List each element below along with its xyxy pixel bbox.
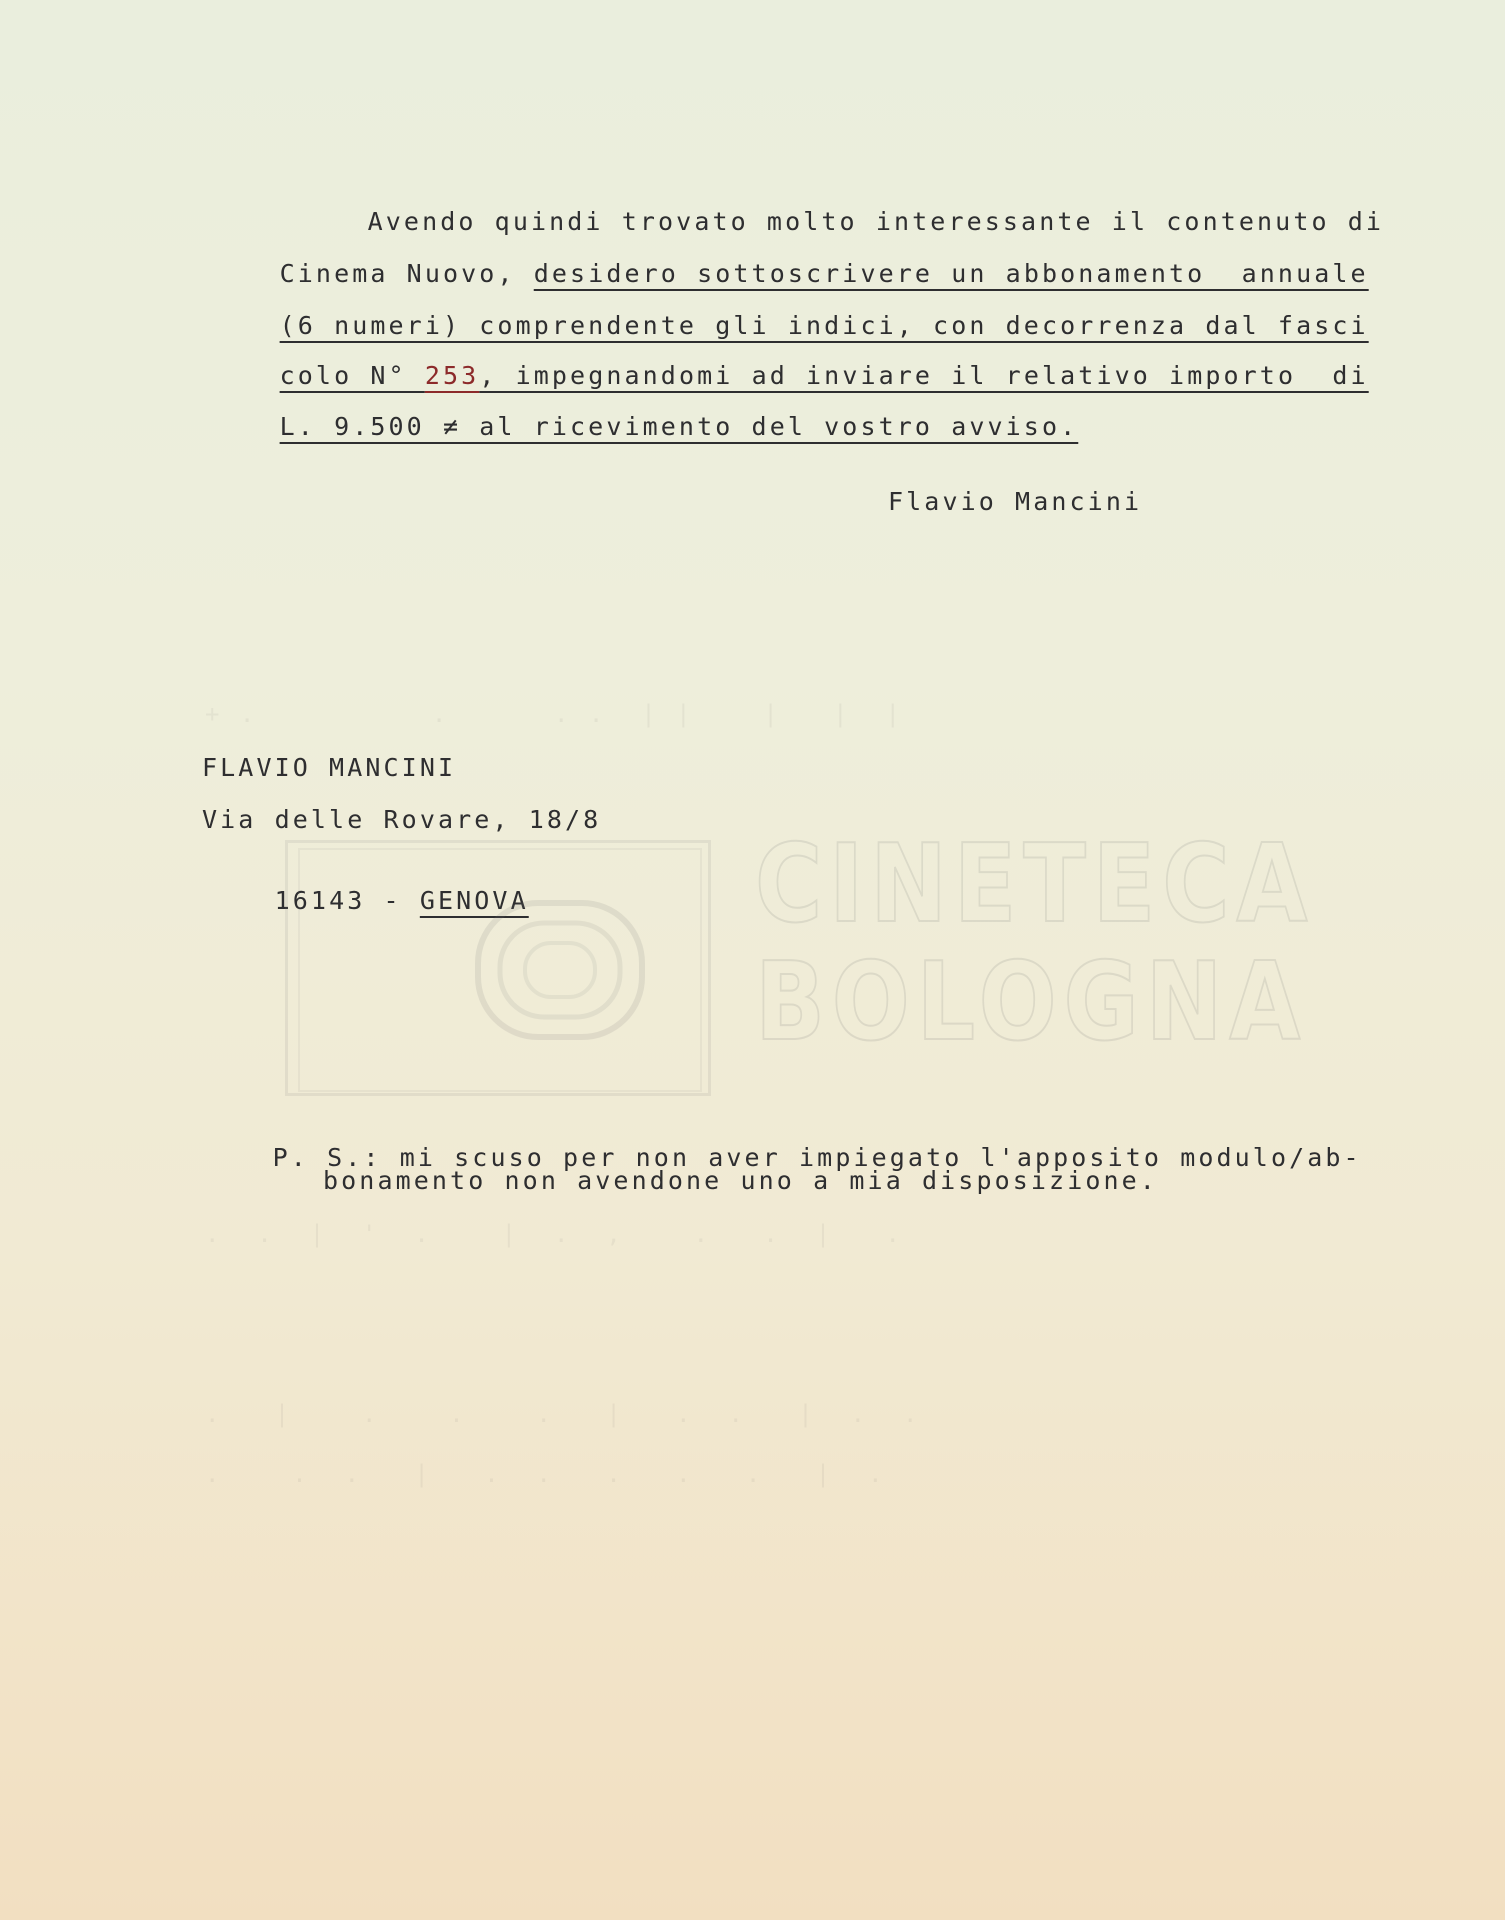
paragraph-line-1-text: Avendo quindi trovato molto interessante il contenuto di (367, 207, 1385, 236)
paragraph-line-3-text: (6 numeri) comprendente gli indici, con decorrenza dal fasci (279, 311, 1369, 340)
postscript-label: P. S.: (272, 1143, 382, 1172)
postscript-line-1-text: mi scuso per non aver impiegato l'apposito modulo/ab- (399, 1143, 1362, 1172)
issue-number: 253 (424, 361, 480, 390)
paragraph-line-4-text-b: , impegnandomi ad inviare il relativo importo di (479, 361, 1369, 390)
signature: Flavio Mancini (888, 487, 1143, 516)
address-city: GENOVA (419, 886, 529, 915)
bleed-through-text: . | . . . | . . | . . (205, 1400, 921, 1428)
paragraph-line-5-text: L. 9.500 ≠ al ricevimento del vostro avviso. (279, 412, 1079, 441)
paragraph-line-4-text-a: colo N° (279, 361, 425, 390)
paragraph-line-5 (207, 382, 1078, 472)
paragraph-line-2-underlined: desidero sottoscrivere un abbonamento annuale (533, 259, 1369, 288)
address-city-line (202, 856, 529, 946)
address-street: Via delle Rovare, 18/8 (202, 805, 602, 834)
postscript-line-2: bonamento non avendone uno a mia disposizione. (323, 1166, 1158, 1195)
paragraph-line-2-plain: Cinema Nuovo, (279, 259, 534, 288)
address-name: FLAVIO MANCINI (202, 753, 457, 782)
bleed-through-text: + . . . . | | | | | (205, 700, 903, 728)
address-postcode: 16143 - (274, 886, 420, 915)
watermark-text-bologna: BOLOGNA (755, 940, 1308, 1065)
watermark-text-cineteca: CINETECA (755, 822, 1315, 947)
bleed-through-text: . . . | . . . . . | . (205, 1460, 886, 1488)
bleed-through-text: . . | ' . | . , . . | . (205, 1220, 903, 1248)
